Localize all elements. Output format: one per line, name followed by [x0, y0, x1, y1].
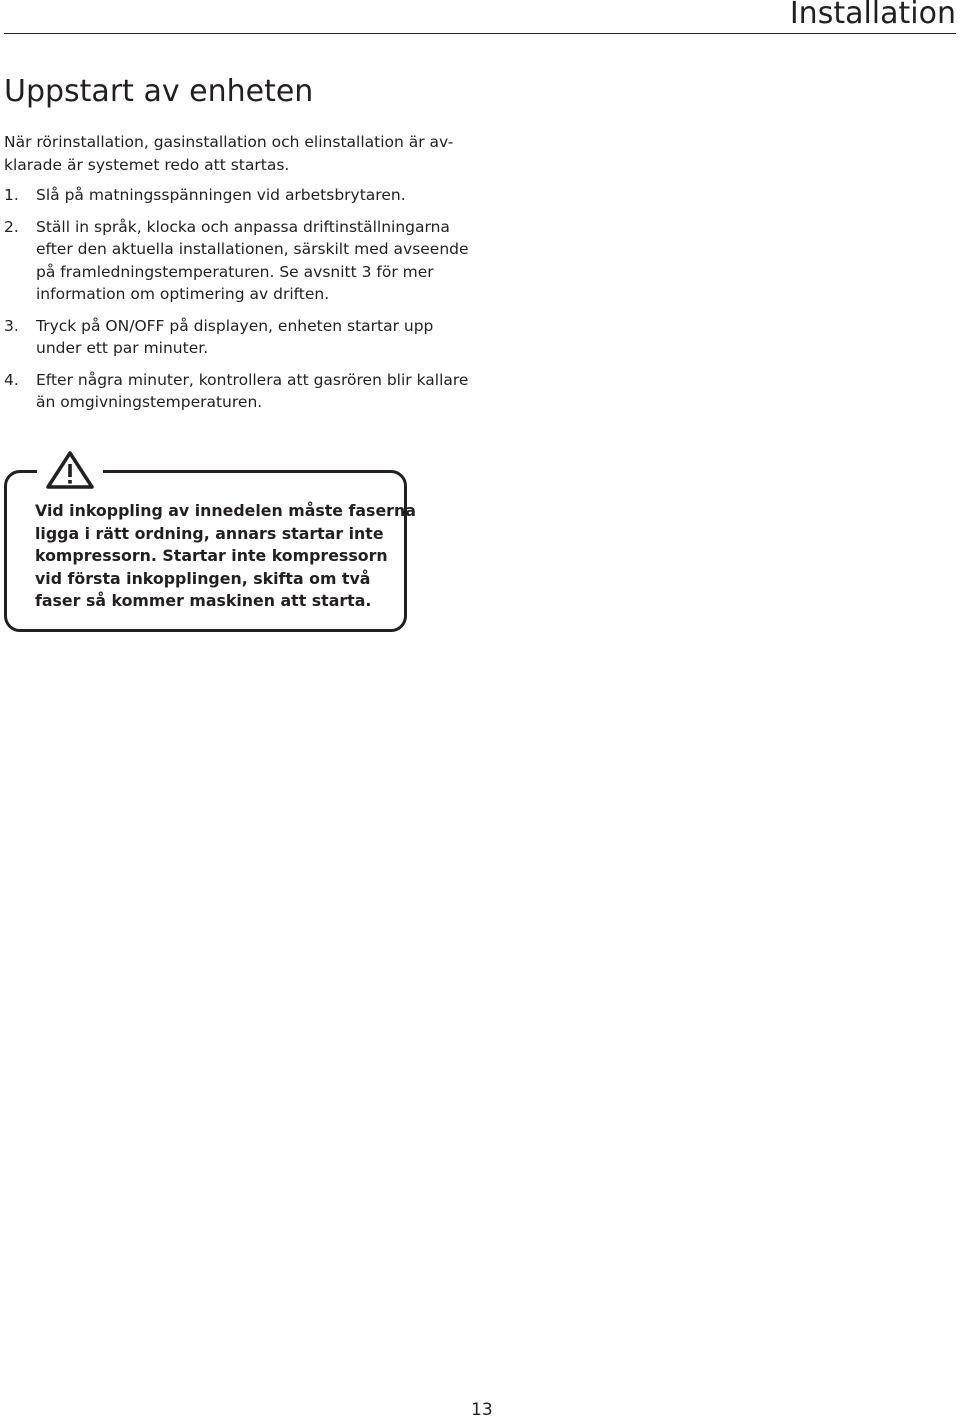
step-number: 1.: [4, 186, 19, 204]
step-number: 4.: [4, 370, 19, 389]
step-line: Slå på matningsspänningen vid arbetsbrytaren.: [36, 186, 406, 204]
intro-line: klarade är systemet redo att startas.: [4, 155, 290, 174]
step-item: [4, 184, 474, 207]
warning-line: ligga i rätt ordning, annars startar inte: [35, 523, 384, 543]
step-text: [36, 315, 474, 360]
step-line: än omgivningstemperaturen.: [36, 393, 263, 411]
steps-list: [4, 184, 474, 423]
warning-line: faser så kommer maskinen att starta.: [35, 591, 372, 610]
step-line: information om optimering av driften.: [36, 285, 330, 303]
step-line: efter den aktuella installationen, särskilt med avseende: [36, 240, 469, 258]
step-number: 2.: [4, 217, 19, 236]
warning-icon-wrapper: [37, 447, 103, 493]
section-title: Uppstart av enheten: [4, 74, 314, 109]
intro-line: När rörinstallation, gasinstallation och elinstallation är av-: [4, 133, 454, 151]
step-line: på framledningstemperaturen. Se avsnitt 3 för mer: [36, 262, 434, 281]
step-text: [36, 184, 474, 207]
page-number: 13: [471, 1400, 493, 1420]
step-item: [4, 315, 474, 360]
warning-text: [35, 500, 416, 613]
step-line: Tryck på ON/OFF på displayen, enheten startar upp: [36, 316, 434, 335]
step-item: [4, 216, 474, 306]
header-title: Installation: [789, 0, 956, 31]
step-text: [36, 216, 474, 306]
step-item: [4, 369, 474, 414]
warning-line: Vid inkoppling av innedelen måste faserna: [35, 501, 416, 520]
step-text: [36, 369, 474, 414]
step-number: 3.: [4, 316, 19, 335]
warning-triangle-icon: [44, 449, 96, 491]
header-rule: [4, 33, 956, 34]
warning-line: kompressorn. Startar inte kompressorn: [35, 546, 388, 565]
step-line: Ställ in språk, klocka och anpassa driftinställningarna: [36, 217, 450, 236]
step-line: Efter några minuter, kontrollera att gasrören blir kallare: [36, 370, 469, 389]
intro-paragraph: [4, 131, 464, 176]
step-line: under ett par minuter.: [36, 339, 209, 357]
warning-line: vid första inkopplingen, skifta om två: [35, 568, 371, 588]
